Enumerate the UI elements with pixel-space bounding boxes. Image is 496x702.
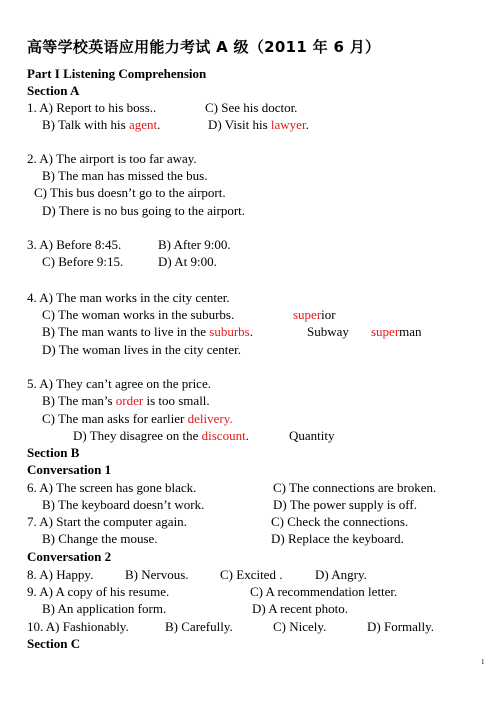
q10-option-d: D) Formally. xyxy=(367,619,435,634)
q7-option-c: C) Check the connections. xyxy=(271,514,409,529)
q3-option-a: 3. A) Before 8:45. xyxy=(27,237,122,252)
q5-option-d: D) They disagree on the discount. xyxy=(73,428,249,443)
q6-option-d: D) The power supply is off. xyxy=(273,497,417,512)
q1-option-b: B) Talk with his agent. xyxy=(42,117,161,132)
q1-option-a: 1. A) Report to his boss.. xyxy=(27,100,157,115)
conversation-2-heading: Conversation 2 xyxy=(27,549,112,564)
section-a-heading: Section A xyxy=(27,83,80,98)
q3-option-d: D) At 9:00. xyxy=(158,254,217,269)
q8-option-d: D) Angry. xyxy=(315,567,367,582)
q6-option-b: B) The keyboard doesn’t work. xyxy=(42,497,205,512)
q10-option-c: C) Nicely. xyxy=(273,619,327,634)
q3-option-b: B) After 9:00. xyxy=(158,237,231,252)
annotation-subway: Subway xyxy=(307,324,349,339)
q6-option-c: C) The connections are broken. xyxy=(273,480,437,495)
section-b-heading: Section B xyxy=(27,445,80,460)
q6-option-a: 6. A) The screen has gone black. xyxy=(27,480,197,495)
q9-option-d: D) A recent photo. xyxy=(252,601,349,616)
annotation-superman: superman xyxy=(371,324,422,339)
page-number: 1 xyxy=(481,658,485,666)
q5-option-c: C) The man asks for earlier delivery. xyxy=(42,411,233,426)
annotation-quantity: Quantity xyxy=(289,428,335,443)
annotation-superior: superior xyxy=(293,307,336,322)
part-heading: Part I Listening Comprehension xyxy=(27,66,207,81)
q4-option-a: 4. A) The man works in the city center. xyxy=(27,290,230,305)
q2-option-a: 2. A) The airport is too far away. xyxy=(27,151,197,166)
q4-option-d: D) The woman lives in the city center. xyxy=(42,342,242,357)
q2-option-c: C) This bus doesn’t go to the airport. xyxy=(34,185,226,200)
highlight-word: agent xyxy=(128,117,158,132)
q1-option-d: D) Visit his lawyer. xyxy=(208,117,309,132)
q7-option-d: D) Replace the keyboard. xyxy=(271,531,404,546)
q5-option-b: B) The man’s order is too small. xyxy=(42,393,210,408)
highlight-word: delivery. xyxy=(187,411,233,426)
highlight-word: suburbs xyxy=(209,324,250,339)
q7-option-b: B) Change the mouse. xyxy=(42,531,158,546)
q8-option-a: 8. A) Happy. xyxy=(27,567,94,582)
highlight-word: lawyer xyxy=(270,117,306,132)
page-title: 高等学校英语应用能力考试 A 级（2011 年 6 月） xyxy=(27,38,381,56)
q3-option-c: C) Before 9:15. xyxy=(42,254,124,269)
q9-option-c: C) A recommendation letter. xyxy=(250,584,398,599)
q5-option-a: 5. A) They can’t agree on the price. xyxy=(27,376,211,391)
q10-option-a: 10. A) Fashionably. xyxy=(27,619,129,634)
section-c-heading: Section C xyxy=(27,636,81,651)
q1-option-c: C) See his doctor. xyxy=(205,100,298,115)
q4-option-b: B) The man wants to live in the suburbs. xyxy=(42,324,253,339)
q9-option-b: B) An application form. xyxy=(42,601,167,616)
q9-option-a: 9. A) A copy of his resume. xyxy=(27,584,170,599)
q2-option-d: D) There is no bus going to the airport. xyxy=(42,203,246,218)
q8-option-c: C) Excited . xyxy=(220,567,283,582)
q7-option-a: 7. A) Start the computer again. xyxy=(27,514,187,529)
q8-option-b: B) Nervous. xyxy=(125,567,189,582)
highlight-word: discount xyxy=(201,428,246,443)
highlight-word: order xyxy=(115,393,144,408)
q10-option-b: B) Carefully. xyxy=(165,619,233,634)
q4-option-c: C) The woman works in the suburbs. xyxy=(42,307,235,322)
conversation-1-heading: Conversation 1 xyxy=(27,462,112,477)
q2-option-b: B) The man has missed the bus. xyxy=(42,168,208,183)
